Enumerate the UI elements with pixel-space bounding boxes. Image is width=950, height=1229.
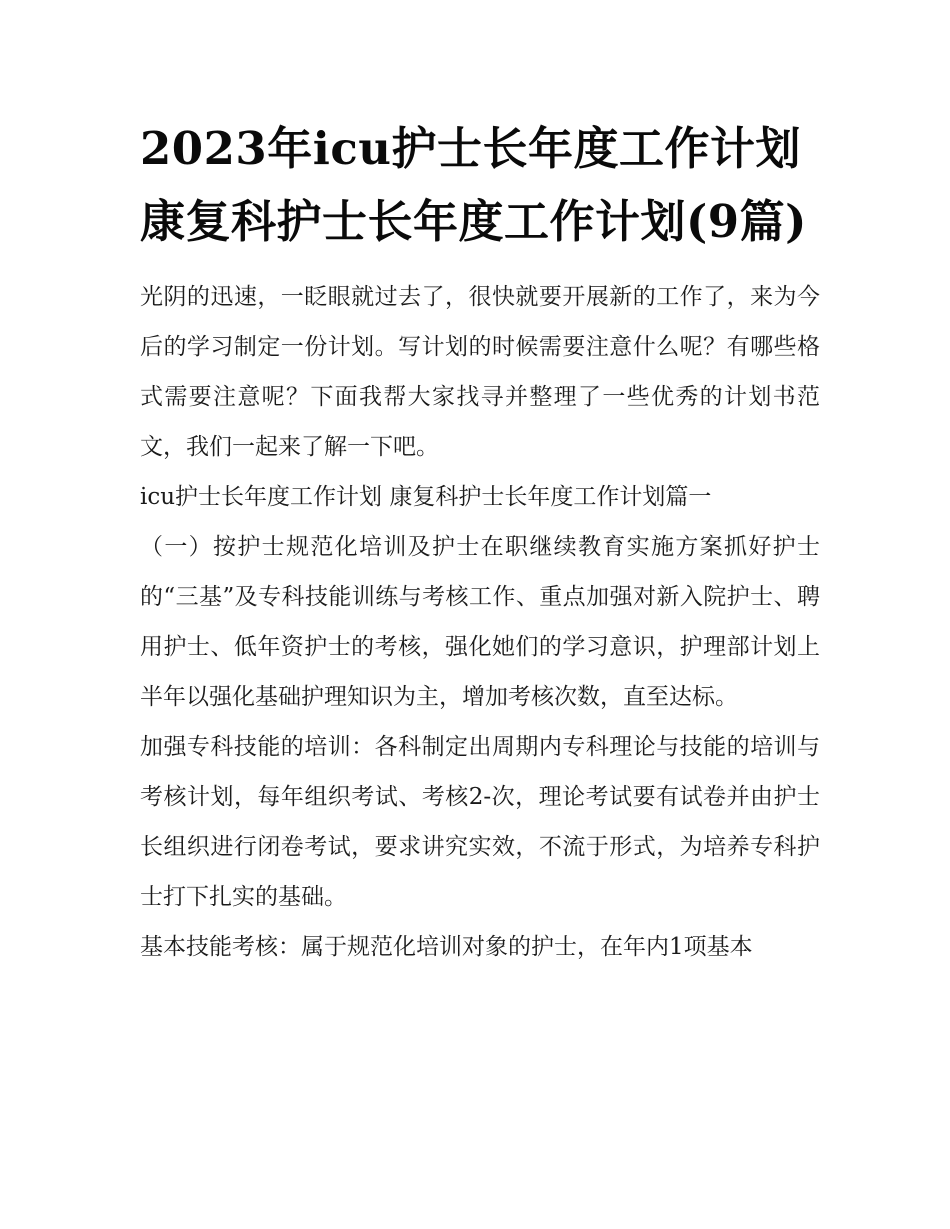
training-paragraph: （一）按护士规范化培训及护士在职继续教育实施方案抓好护士的“三基”及专科技能训练与考核工作、重点加强对新入院护士、聘用护士、低年资护士的考核，强化她们的学习意识，护理部计划上半年以强化基础护理知识为主，增加考核次数，直至达标。 [140, 534, 820, 710]
document-title: 2023年icu护士长年度工作计划 康复科护士长年度工作计划(9篇) [140, 122, 807, 248]
specialty-skills-paragraph: 加强专科技能的培训：各科制定出周期内专科理论与技能的培训与考核计划，每年组织考试、考核2-次，理论考试要有试卷并由护士长组织进行闭卷考试，要求讲究实效，不流于形式，为培养专科护士打下扎实的基础。 [140, 734, 820, 910]
basic-skills-paragraph: 基本技能考核：属于规范化培训对象的护士，在年内1项基本 [140, 934, 753, 960]
intro-paragraph: 光阴的迅速，一眨眼就过去了，很快就要开展新的工作了，来为今后的学习制定一份计划。写计划的时候需要注意什么呢？有哪些格式需要注意呢？下面我帮大家找寻并整理了一些优秀的计划书范文，我们一起来了解一下吧。 [140, 284, 820, 460]
document-body [140, 112, 820, 972]
section-heading: icu护士长年度工作计划 康复科护士长年度工作计划篇一 [140, 484, 712, 510]
